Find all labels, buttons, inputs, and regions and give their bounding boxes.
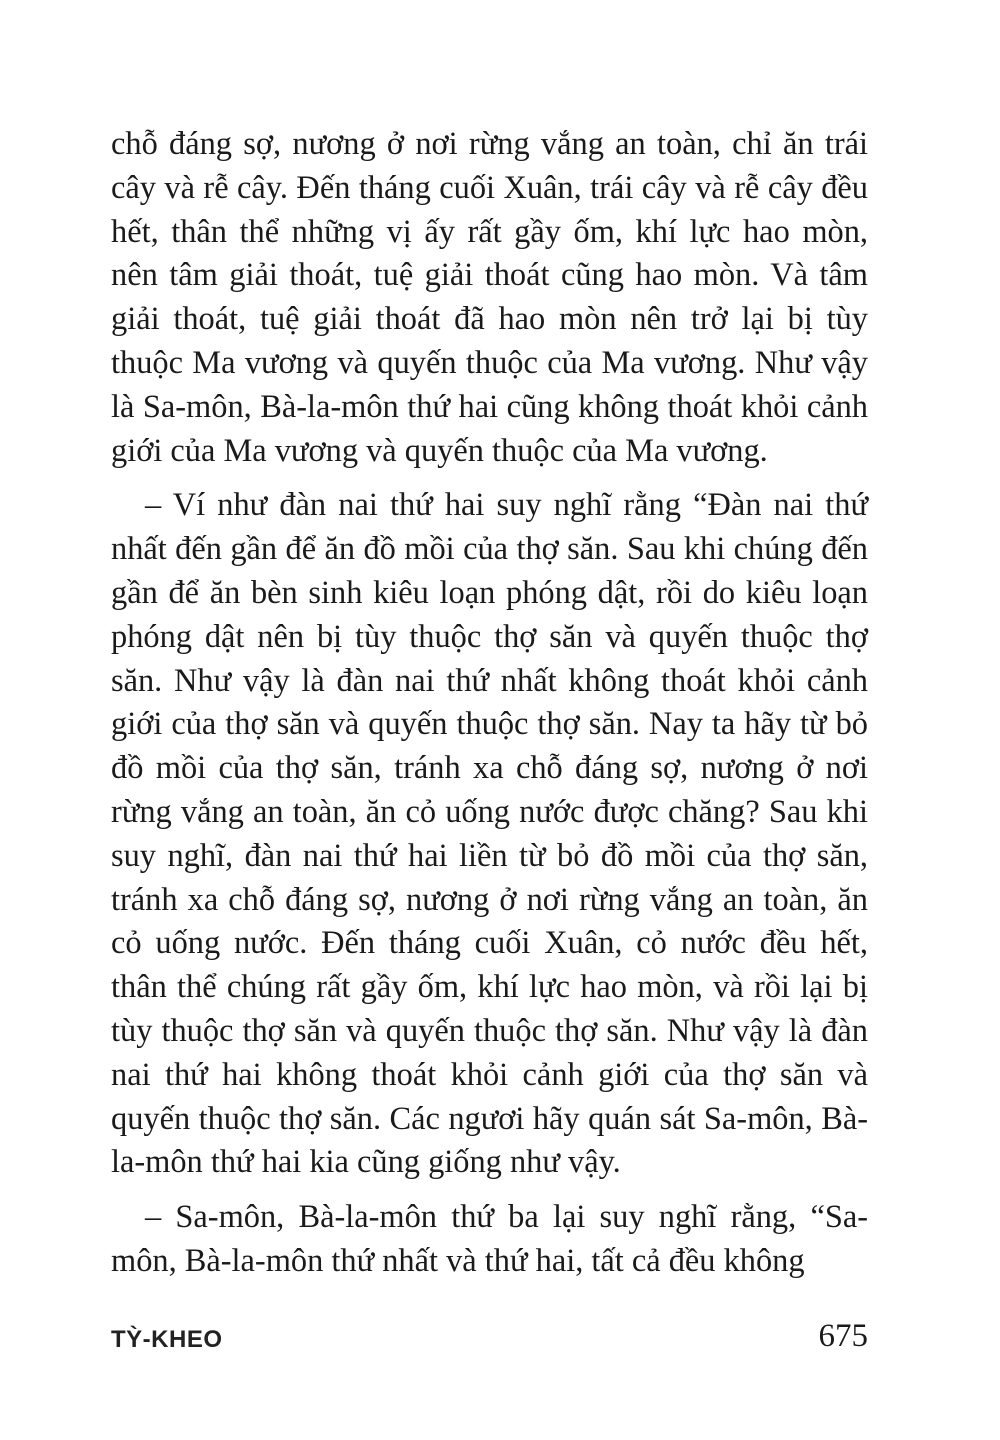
paragraph-deer-parable: – Ví như đàn nai thứ hai suy nghĩ rằng “Đàn nai thứ nhất đến gần để ăn đồ mồi của thợ săn. Sau khi chúng đến gần để ăn bèn sinh kiêu loạn phóng dật, rồi do kiêu loạn phóng dật nên bị tùy thuộc thợ săn và quyến thuộc thợ săn. Như vậy là đàn nai thứ nhất không thoát khỏi cảnh giới của thợ săn và quyến thuộc thợ săn. Nay ta hãy từ bỏ đồ mồi của thợ săn, tránh xa chỗ đáng sợ, nương ở nơi rừng vắng an toàn, ăn cỏ uống nước được chăng? Sau khi suy nghĩ, đàn nai thứ hai liền từ bỏ đồ mồi của thợ săn, tránh xa chỗ đáng sợ, nương ở nơi rừng vắng an toàn, ăn cỏ uống nước. Đến tháng cuối Xuân, cỏ nước đều hết, thân thể chúng rất gầy ốm, khí lực hao mòn, và rồi lại bị tùy thuộc thợ săn và quyến thuộc thợ săn. Như vậy là đàn nai thứ hai không thoát khỏi cảnh giới của thợ săn và quyến thuộc thợ săn. Các ngươi hãy quán sát Sa-môn, Bà-la-môn thứ hai kia cũng giống như vậy.	[111, 487, 868, 1181]
running-footer	[111, 1318, 868, 1368]
running-title: TỲ-KHEO	[111, 1326, 223, 1353]
page-number: 675	[818, 1318, 868, 1354]
paragraph-third-samana: – Sa-môn, Bà-la-môn thứ ba lại suy nghĩ rằng, “Sa-môn, Bà-la-môn thứ nhất và thứ hai, tất cả đều không	[111, 1199, 868, 1279]
paragraph-continuation: chỗ đáng sợ, nương ở nơi rừng vắng an toàn, chỉ ăn trái cây và rễ cây. Đến tháng cuối Xuân, trái cây và rễ cây đều hết, thân thể những vị ấy rất gầy ốm, khí lực hao mòn, nên tâm giải thoát, tuệ giải thoát cũng hao mòn. Và tâm giải thoát, tuệ giải thoát đã hao mòn nên trở lại bị tùy thuộc Ma vương và quyến thuộc của Ma vương. Như vậy là Sa-môn, Bà-la-môn thứ hai cũng không thoát khỏi cảnh giới của Ma vương và quyến thuộc của Ma vương.	[111, 126, 868, 469]
page-body-text	[111, 123, 868, 1284]
